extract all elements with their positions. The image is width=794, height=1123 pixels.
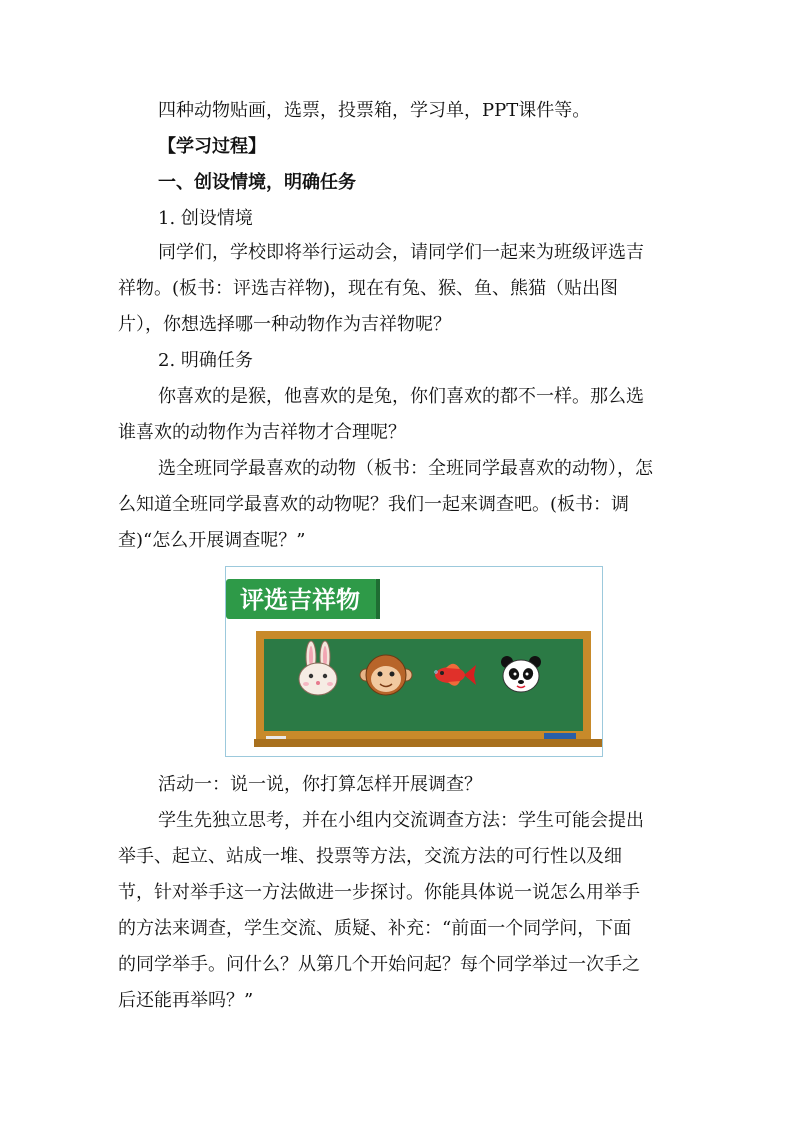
activity-one-title: 活动一：说一说，你打算怎样开展调查？ bbox=[158, 774, 482, 795]
chalk-tray bbox=[254, 739, 602, 747]
step-1-title: 1. 创设情境 bbox=[158, 208, 253, 229]
paragraph-line: 谁喜欢的动物作为吉祥物才合理呢？ bbox=[118, 422, 406, 443]
paragraph-line: 片），你想选择哪一种动物作为吉祥物呢？ bbox=[118, 314, 451, 335]
banner-text: 评选吉祥物 bbox=[240, 586, 360, 614]
mascot-figure bbox=[225, 566, 603, 757]
paragraph-line: 选全班同学最喜欢的动物（板书：全班同学最喜欢的动物），怎 bbox=[158, 458, 653, 479]
chalk bbox=[266, 736, 286, 739]
mascot-illustration bbox=[226, 567, 602, 756]
paragraph-line: 举手、起立、站成一堆、投票等方法，交流方法的可行性以及细 bbox=[118, 846, 622, 867]
panda-icon bbox=[501, 656, 541, 692]
paragraph-line: 你喜欢的是猴，他喜欢的是兔，你们喜欢的都不一样。那么选 bbox=[158, 386, 644, 407]
paragraph-line: 同学们，学校即将举行运动会，请同学们一起来为班级评选吉 bbox=[158, 242, 644, 263]
eraser bbox=[544, 733, 576, 739]
paragraph-line: 节，针对举手这一方法做进一步探讨。你能具体说一说怎么用举手 bbox=[118, 882, 640, 903]
paragraph-line: 祥物。(板书：评选吉祥物)，现在有兔、猴、鱼、熊猫（贴出图 bbox=[118, 278, 619, 299]
paragraph-line: 学生先独立思考，并在小组内交流调查方法：学生可能会提出 bbox=[158, 810, 644, 831]
paragraph-line: 查)“怎么开展调查呢？” bbox=[118, 530, 306, 551]
materials-line: 四种动物贴画，选票，投票箱，学习单，PPT课件等。 bbox=[158, 100, 591, 121]
step-2-title: 2. 明确任务 bbox=[158, 350, 253, 371]
paragraph-line: 的同学举手。问什么？从第几个开始问起？每个同学举过一次手之 bbox=[118, 954, 640, 975]
section-heading-learning-process: 【学习过程】 bbox=[158, 136, 266, 157]
paragraph-line: 后还能再举吗？” bbox=[118, 990, 254, 1011]
paragraph-line: 的方法来调查，学生交流、质疑、补充：“前面一个同学问，下面 bbox=[118, 918, 632, 939]
subheading-1: 一、创设情境，明确任务 bbox=[158, 172, 356, 193]
banner bbox=[226, 579, 380, 619]
paragraph-line: 么知道全班同学最喜欢的动物呢？我们一起来调查吧。(板书：调 bbox=[118, 494, 630, 515]
